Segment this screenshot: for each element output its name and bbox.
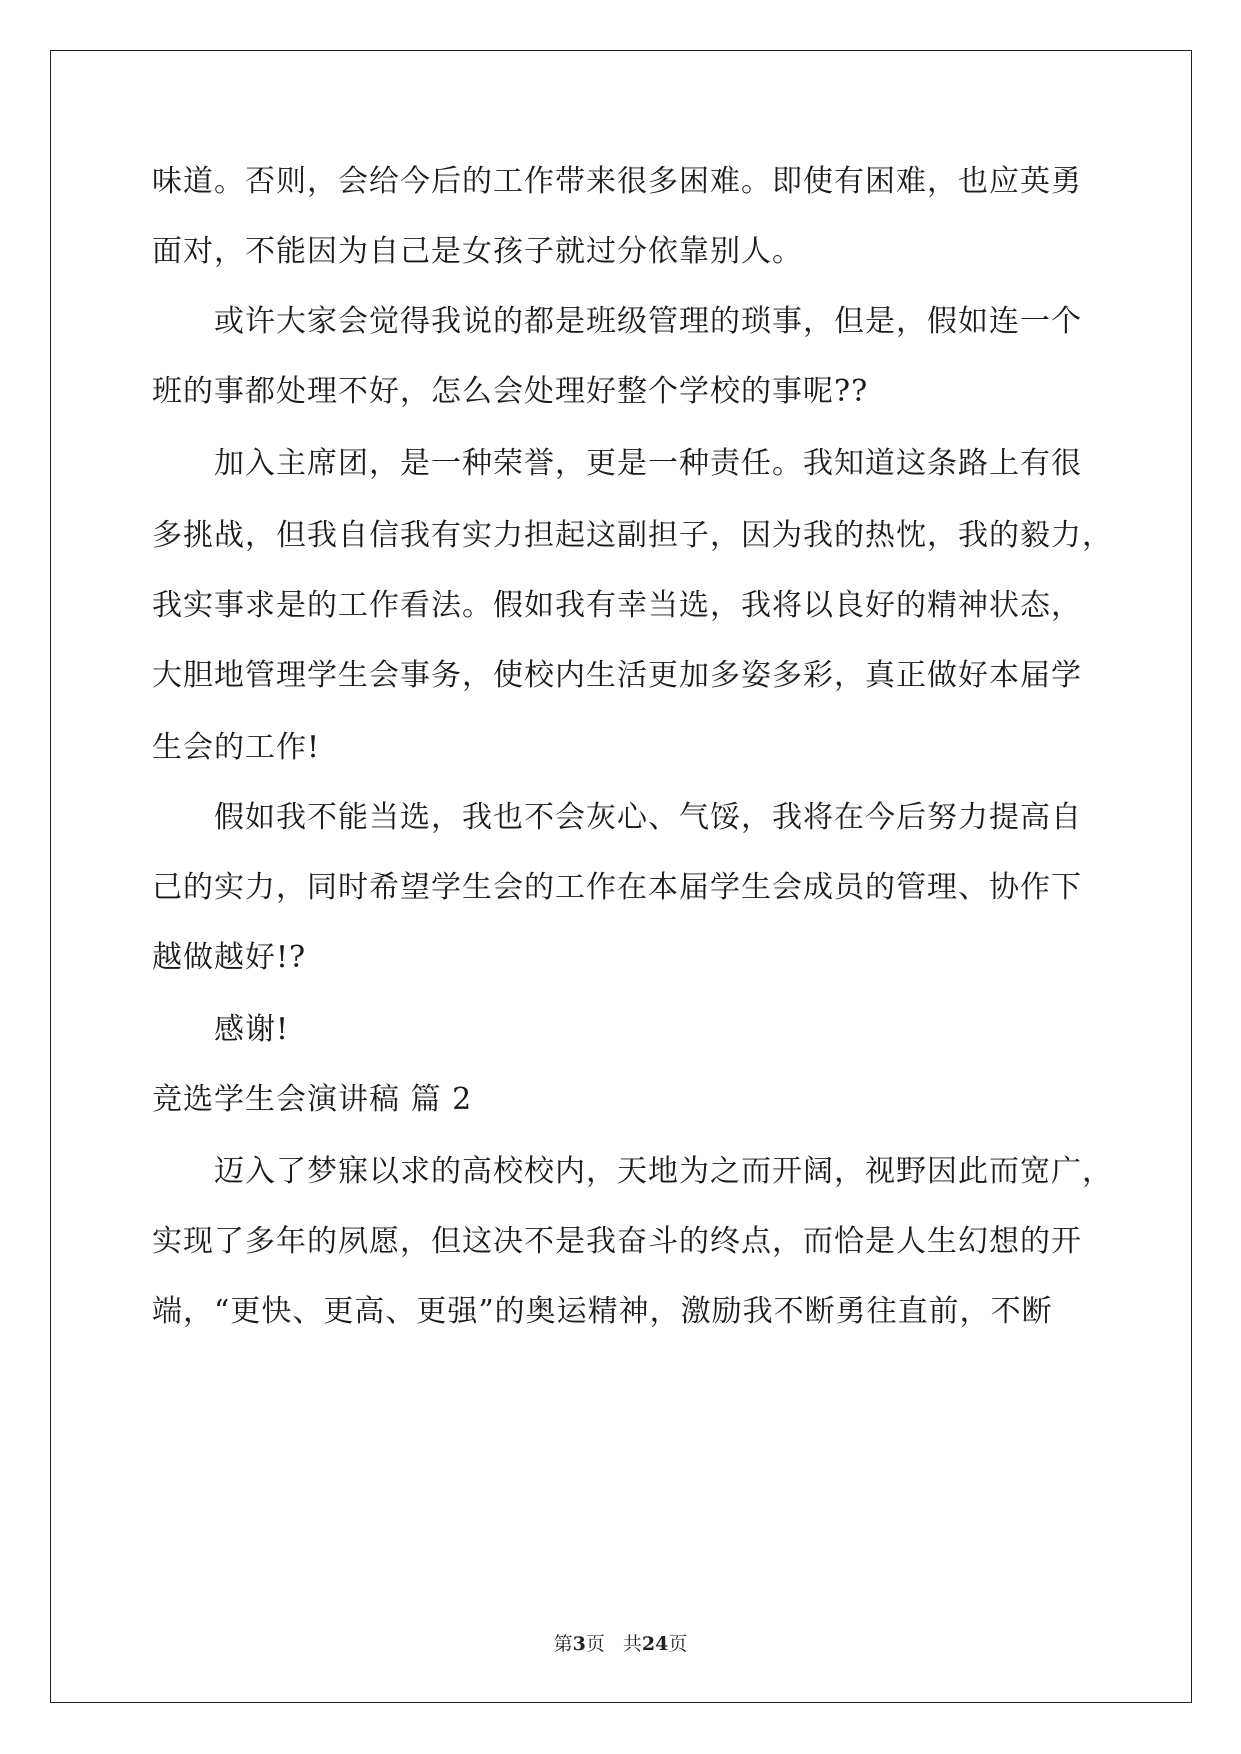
- paragraph-start-line: 假如我不能当选，我也不会灰心、气馁，我将在今后努力提高自: [214, 800, 1082, 835]
- paragraph-start-line: 或许大家会觉得我说的都是班级管理的琐事，但是，假如连一个: [214, 304, 1082, 339]
- paragraph-start-line: 迈入了梦寐以求的高校校内，天地为之而开阔，视野因此而宽广，: [214, 1154, 1113, 1189]
- text-line: 越做越好!?: [152, 940, 307, 975]
- paragraph-start-line: 感谢!: [214, 1012, 290, 1047]
- paragraph-start-line: 加入主席团，是一种荣誉，更是一种责任。我知道这条路上有很: [214, 446, 1082, 481]
- text-line: 班的事都处理不好，怎么会处理好整个学校的事呢??: [152, 374, 869, 409]
- section-heading: 竞选学生会演讲稿 篇 2: [152, 1082, 473, 1117]
- text-line: 面对，不能因为自己是女孩子就过分依靠别人。: [152, 234, 803, 269]
- text-line: 端，“更快、更高、更强”的奥运精神，激励我不断勇往直前，不断: [152, 1294, 1053, 1329]
- total-suffix: 页: [668, 1633, 688, 1655]
- page-number: 3: [572, 1633, 586, 1655]
- page-prefix: 第: [553, 1633, 573, 1655]
- total-pages: 24: [641, 1633, 669, 1655]
- text-line: 我实事求是的工作看法。假如我有幸当选，我将以良好的精神状态，: [152, 588, 1082, 623]
- text-line: 味道。否则，会给今后的工作带来很多困难。即使有困难，也应英勇: [152, 164, 1082, 199]
- text-line: 生会的工作!: [152, 730, 321, 765]
- page-suffix: 页: [585, 1633, 605, 1655]
- total-prefix: 共: [622, 1633, 642, 1655]
- page-footer: [0, 1632, 1241, 1656]
- text-line: 大胆地管理学生会事务，使校内生活更加多姿多彩，真正做好本届学: [152, 658, 1082, 693]
- text-line: 多挑战，但我自信我有实力担起这副担子，因为我的热忱，我的毅力，: [152, 518, 1113, 553]
- text-line: 己的实力，同时希望学生会的工作在本届学生会成员的管理、协作下: [152, 870, 1082, 905]
- text-line: 实现了多年的夙愿，但这决不是我奋斗的终点，而恰是人生幻想的开: [152, 1224, 1082, 1259]
